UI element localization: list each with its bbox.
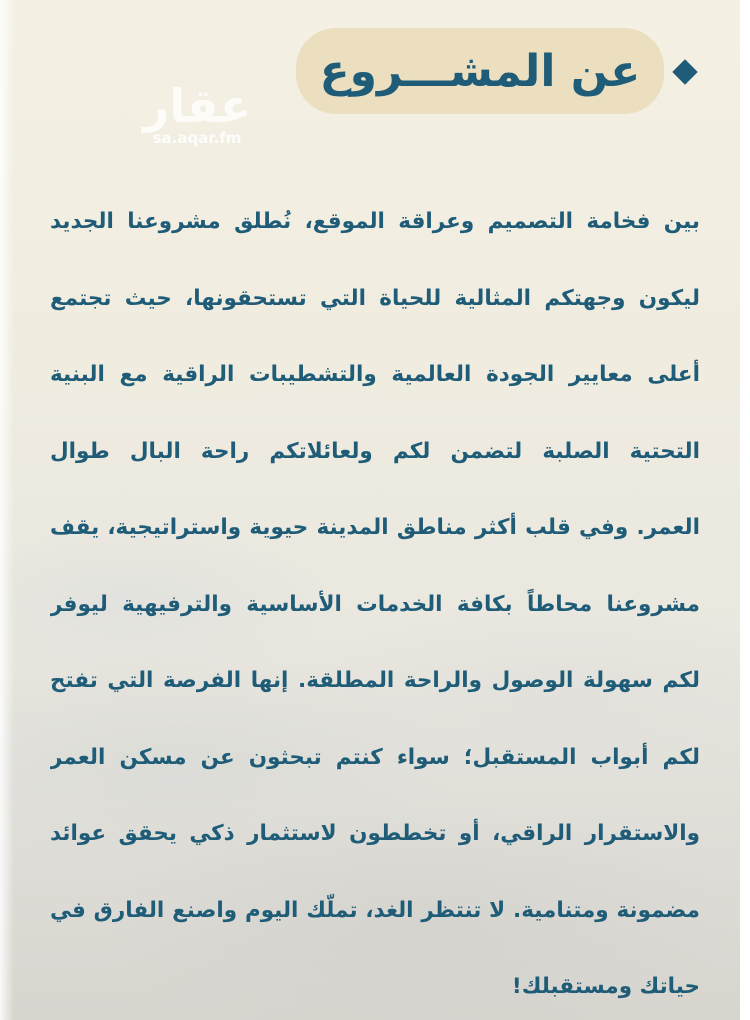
- right-edge-border: [740, 0, 750, 1020]
- body-line: ليكون وجهتكم المثالية للحياة التي تستحقونها، حيث تجتمع: [50, 285, 700, 311]
- watermark-url: sa.aqar.fm: [152, 129, 242, 147]
- body-line: والاستقرار الراقي، أو تخططون لاستثمار ذكي يحقق عوائد: [50, 821, 700, 846]
- body-line: العمر. وفي قلب أكثر مناطق المدينة حيوية واستراتيجية، يقف: [50, 515, 700, 540]
- body-line: أعلى معايير الجودة العالمية والتشطيبات الراقية مع البنية: [50, 362, 700, 387]
- diamond-icon: [672, 59, 697, 84]
- body-line: بين فخامة التصميم وعراقة الموقع، نُطلق مشروعنا الجديد: [50, 209, 700, 234]
- body-line: مضمونة ومتنامية. لا تنتظر الغد، تملّك اليوم واصنع الفارق في: [50, 897, 700, 923]
- aqar-watermark: [122, 80, 272, 160]
- body-line-last: حياتك ومستقبلك!: [511, 974, 700, 999]
- body-text: [50, 184, 700, 1020]
- body-line: لكم أبواب المستقبل؛ سواء كنتم تبحثون عن مسكن العمر: [50, 744, 700, 770]
- left-edge-fade: [0, 0, 14, 1020]
- body-line: مشروعنا محاطاً بكافة الخدمات الأساسية والترفيهية ليوفر: [50, 591, 700, 617]
- page-title: عن المشـــروع: [319, 45, 641, 97]
- title-pill: [296, 28, 664, 114]
- watermark-logo: عقار: [142, 79, 252, 133]
- body-line: التحتية الصلبة لتضمن لكم ولعائلاتكم راحة البال طوال: [50, 438, 700, 464]
- body-line: لكم سهولة الوصول والراحة المطلقة. إنها الفرصة التي تفتح: [50, 668, 700, 693]
